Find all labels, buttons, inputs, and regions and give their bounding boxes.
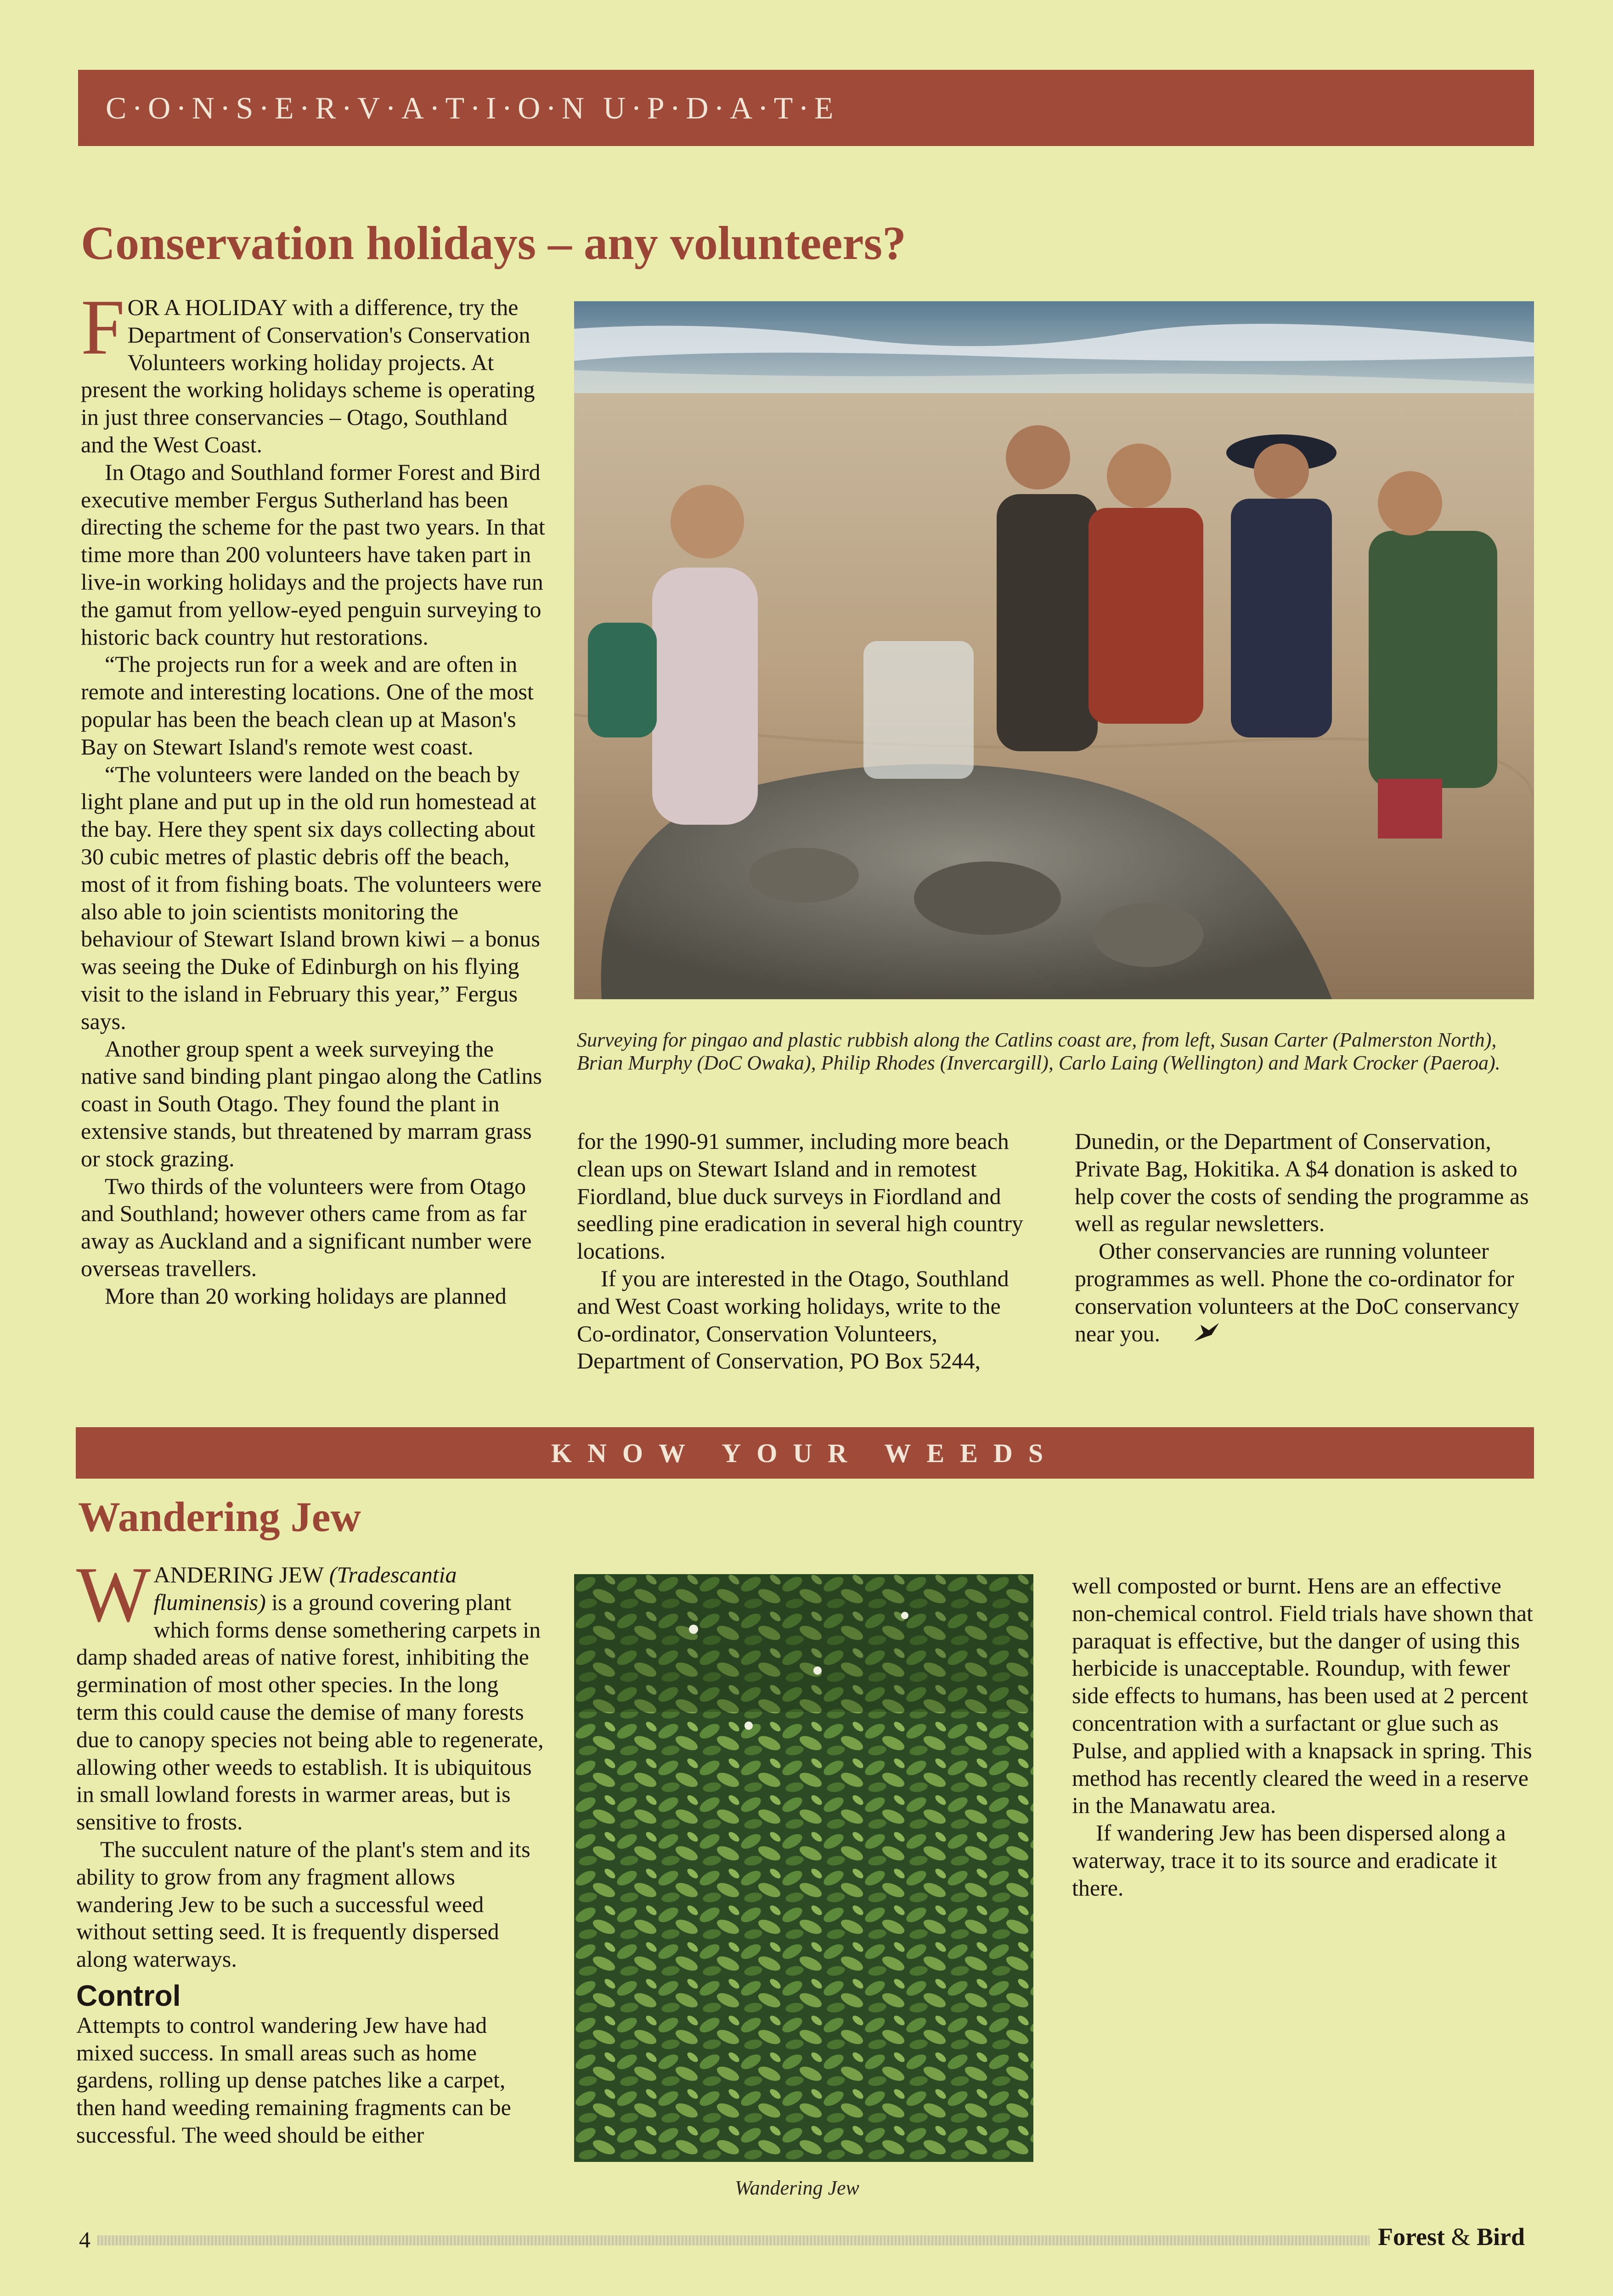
bird-icon [1168, 1321, 1222, 1351]
footer-rule [97, 2235, 1370, 2245]
article-column-3 [1075, 1128, 1534, 1351]
paragraph: “The volunteers were landed on the beach by light plane and put up in the old run homestead at the bay. Here they spent six days collecting about 30 cubic metres of plastic debris off the beach, most of it from fishing boats. The volunteers were also able to join scientists monitoring the behaviour of Stewart Island brown kiwi – a bonus was seeing the Duke of Edinburgh on his flying visit to the island in February this year,” Fergus says. [81, 761, 542, 1034]
article-headline: Conservation holidays – any volunteers? [81, 217, 907, 270]
paragraph: Another group spent a week surveying the native sand binding plant pingao along the Catlins coast in South Otago. They found the plant in extensive stands, but threatened by marram grass or stock grazing. [81, 1035, 542, 1171]
lead-in: ANDERING JEW [153, 1562, 324, 1587]
paragraph: FOR A HOLIDAY with a difference, try the Department of Conservation's Conservation Volunteers working holiday projects. At present the working holidays scheme is operating in just three conservancies – Otago, Southland and the West Coast. [81, 284, 535, 457]
paragraph: In Otago and Southland former Forest and Bird executive member Fergus Sutherland has been directing the scheme for the past two years. In that time more than 200 volunteers have taken part in live-in working holidays and the projects have run the gamut from yellow-eyed penguin surveying to historic back country hut restorations. [81, 459, 545, 650]
latin-name: (Tradescantia fluminensis) [153, 1562, 457, 1615]
paragraph: WANDERING JEW (Tradescantia fluminensis) is a ground covering plant which forms dense somethering carpets in damp shaded areas of native forest, inhibiting the germination of most other species. In the long term this could cause the demise of many forests due to canopy species not being able to regenerate, allowing other weeds to establish. It is ubiquitous in small lowland forests in warmer areas, but is sensitive to frosts. [76, 1551, 544, 1835]
paragraph: Attempts to control wandering Jew have had mixed success. In small areas such as home gardens, rolling up dense patches like a carpet, then hand weeding remaining fragments can be successful. The weed should be either [76, 2012, 511, 2148]
paragraph: well composted or burnt. Hens are an effective non-chemical control. Field trials have shown that paraquat is effective, but the danger of using this herbicide is unacceptable. Roundup, with fewer side effects to humans, has been used at 2 percent concentration with a surfactant or glue such as Pulse, and applied with a knapsack in spring. This method has recently cleared the weed in a reserve in the Manawatu area. [1072, 1573, 1533, 1818]
beach-photo [574, 301, 1534, 999]
paragraph: If wandering Jew has been dispersed along a waterway, trace it to its source and eradicate it there. [1072, 1820, 1506, 1901]
article-headline: Wandering Jew [78, 1493, 361, 1540]
photo-caption: Surveying for pingao and plastic rubbish along the Catlins coast are, from left, Susan Carter (Palmerston North), Brian Murphy (DoC Owaka), Philip Rhodes (Invercargill), Carlo Laing (Wellington) and Mark Crocker (Paeroa). [577, 1029, 1500, 1074]
paragraph: for the 1990-91 summer, including more beach clean ups on Stewart Island and in remotest Fiordland, blue duck surveys in Fiordland and seedling pine eradication in several high country locations. [577, 1128, 1023, 1264]
banner-text: KNOW YOUR WEEDS [551, 1438, 1059, 1468]
plant-photo [574, 1574, 1033, 2162]
section-banner-know-your-weeds [76, 1427, 1534, 1479]
paragraph: “The projects run for a week and are often in remote and interesting locations. One of the most popular has been the beach clean up at Mason's Bay on Stewart Island's remote west coast. [81, 651, 534, 760]
section-banner-conservation-update [78, 70, 1534, 146]
lead-in: OR A HOLIDAY [127, 294, 287, 320]
article-column-3 [1072, 1572, 1536, 1902]
paragraph: The succulent nature of the plant's stem and its ability to grow from any fragment allows wandering Jew to be such a successful weed without setting seed. It is frequently dispersed along waterways. [76, 1836, 530, 1972]
plant-photo-illustration [574, 1574, 1033, 2162]
paragraph: Dunedin, or the Department of Conservation, Private Bag, Hokitika. A $4 donation is asked to help cover the costs of sending the programme as well as regular newsletters. [1075, 1128, 1529, 1237]
article-column-1 [76, 1551, 545, 2149]
subheading: Control [76, 1979, 181, 2012]
paragraph: If you are interested in the Otago, Southland and West Coast working holidays, write to the Co-ordinator, Conservation Volunteers, Department of Conservation, PO Box 5244, [577, 1265, 1009, 1374]
drop-cap: W [76, 1551, 151, 1638]
paragraph: Two thirds of the volunteers were from Otago and Southland; however others came from as far away as Auckland and a significant number were overseas travellers. [81, 1173, 532, 1281]
photo-caption: Wandering Jew [735, 2177, 859, 2199]
beach-photo-illustration [574, 301, 1534, 999]
drop-cap: F [81, 284, 125, 371]
publication-name: Forest & Bird [1378, 2223, 1525, 2251]
paragraph: More than 20 working holidays are planned [105, 1283, 507, 1309]
banner-text: C·O·N·S·E·R·V·A·T·I·O·N U·P·D·A·T·E [106, 90, 839, 125]
paragraph: Other conservancies are running volunteer programmes as well. Phone the co-ordinator for conservation volunteers at the DoC conservancy near you. [1075, 1238, 1534, 1351]
article-column-2 [577, 1128, 1036, 1375]
article-column-1 [81, 284, 546, 1310]
page-number: 4 [79, 2227, 90, 2252]
